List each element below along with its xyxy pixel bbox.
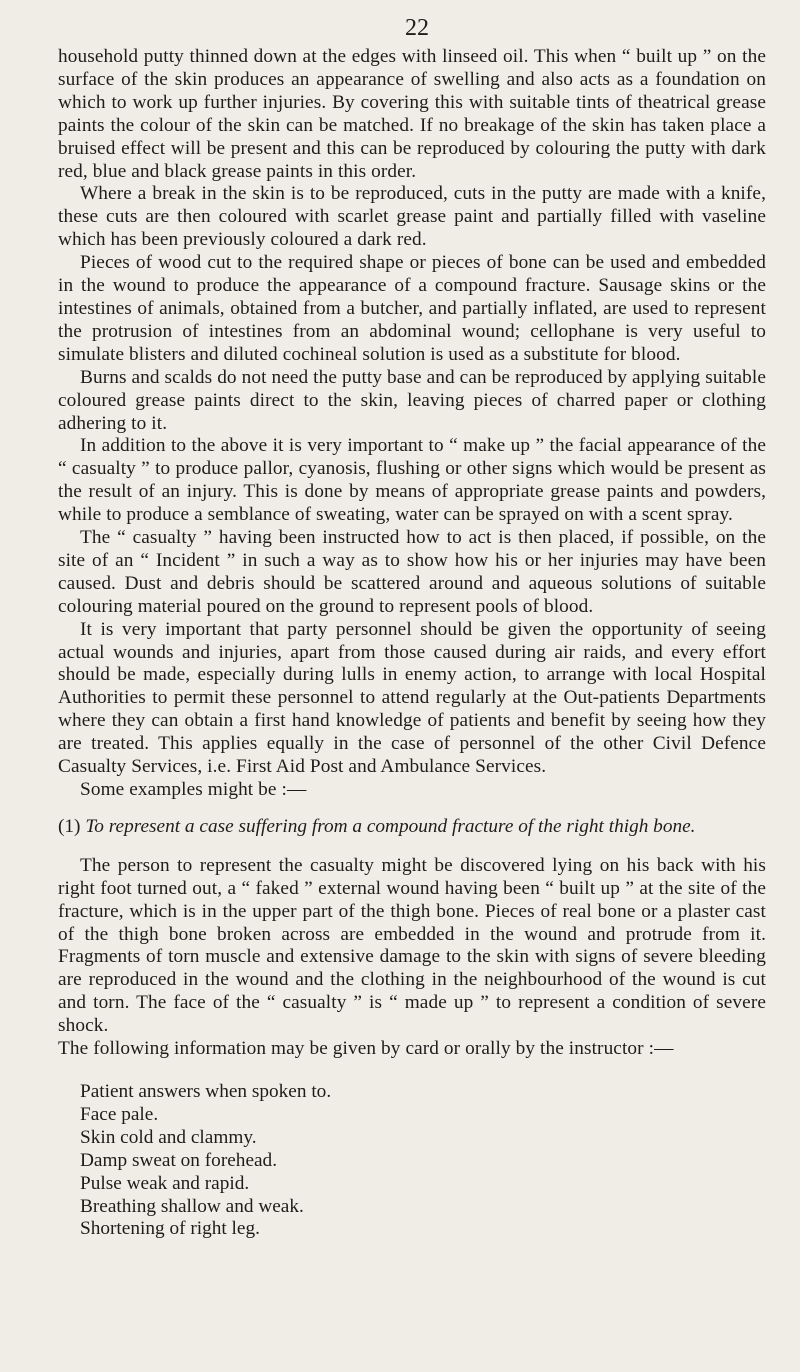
- list-item: Damp sweat on forehead.: [80, 1149, 278, 1171]
- page-number: 22: [405, 15, 429, 41]
- list-item: Face pale.: [80, 1103, 159, 1125]
- paragraph: Where a break in the skin is to be reproduced, cuts in the putty are made with a knife, these cuts are then coloured with scarlet grease paint and partially filled with vaseline which has been previously coloured a dark red.: [58, 183, 766, 251]
- paragraph: The “ casualty ” having been instructed how to act is then placed, if possible, on the site of an “ Incident ” in such a way as to show how his or her injuries may have been caused. Dust and debris should be scattered around and aqueous solutions of suitable colouring material poured on the ground to represent pools of blood.: [58, 527, 766, 617]
- list-item: Pulse weak and rapid.: [80, 1172, 250, 1194]
- signs-list: [58, 1081, 766, 1241]
- example-title: To represent a case suffering from a compound fracture of the right thigh bone.: [85, 815, 696, 837]
- paragraph: Some examples might be :—: [80, 779, 307, 800]
- paragraph: Pieces of wood cut to the required shape or pieces of bone can be used and embedded in the wound to produce the appearance of a compound fracture. Sausage skins or the intestines of animals, obtained from a butcher, and partially inflated, are used to represent the protrusion of intestines from an abdominal wound; cellophane is very useful to simulate blisters and diluted cochineal solution is used as a substitute for blood.: [58, 252, 766, 365]
- paragraph: Burns and scalds do not need the putty base and can be reproduced by applying suitable coloured grease paints direct to the skin, leaving pieces of charred paper or clothing adhering to it.: [58, 366, 766, 434]
- paragraph: The person to represent the casualty might be discovered lying on his back with his right foot turned out, a “ faked ” external wound having been “ built up ” at the site of the fracture, which is in the upper part of the thigh bone. Pieces of real bone or a plaster cast of the thigh bone broken across are embedded in the wound and protrude from it. Fragments of torn muscle and extensive damage to the skin with signs of severe bleeding are reproduced in the wound and the clothing in the neighbourhood of the wound is cut and torn. The face of the “ casualty ” is “ made up ” to represent a condition of severe shock.: [58, 854, 766, 1037]
- paragraph: It is very important that party personnel should be given the opportunity of seeing actual wounds and injuries, apart from those caused during air raids, and every effort should be made, especially during lulls in enemy action, to arrange with local Hospital Authorities to permit these personnel to attend regularly at the Out-patients Departments where they can obtain a first hand knowledge of patients and benefit by seeing how they are treated. This applies equally in the case of personnel of the other Civil Defence Casualty Services, i.e. First Aid Post and Ambulance Services.: [58, 618, 766, 778]
- paragraph: In addition to the above it is very important to “ make up ” the facial appearance of the “ casualty ” to produce pallor, cyanosis, flushing or other signs which would be present as the result of an injury. This is done by means of appropriate grease paints and powders, while to produce a semblance of sweating, water can be sprayed on with a scent spray.: [58, 435, 766, 526]
- list-item: Patient answers when spoken to.: [80, 1080, 332, 1102]
- list-item: Breathing shallow and weak.: [80, 1195, 304, 1217]
- example-heading: [58, 816, 766, 839]
- paragraph: household putty thinned down at the edges with linseed oil. This when “ built up ” on the surface of the skin produces an appearance of swelling and also acts as a foundation on which to work up further injuries. By covering this with suitable tints of theatrical grease paints the colour of the skin can be matched. If no breakage of the skin has taken place a bruised effect will be present and this can be reproduced by colouring the putty with dark red, blue and black grease paints in this order.: [58, 46, 766, 182]
- list-item: Shortening of right leg.: [80, 1218, 260, 1240]
- paragraph: The following information may be given by card or orally by the instructor :—: [58, 1038, 674, 1060]
- list-item: Skin cold and clammy.: [80, 1126, 257, 1148]
- example-number: (1): [58, 815, 81, 837]
